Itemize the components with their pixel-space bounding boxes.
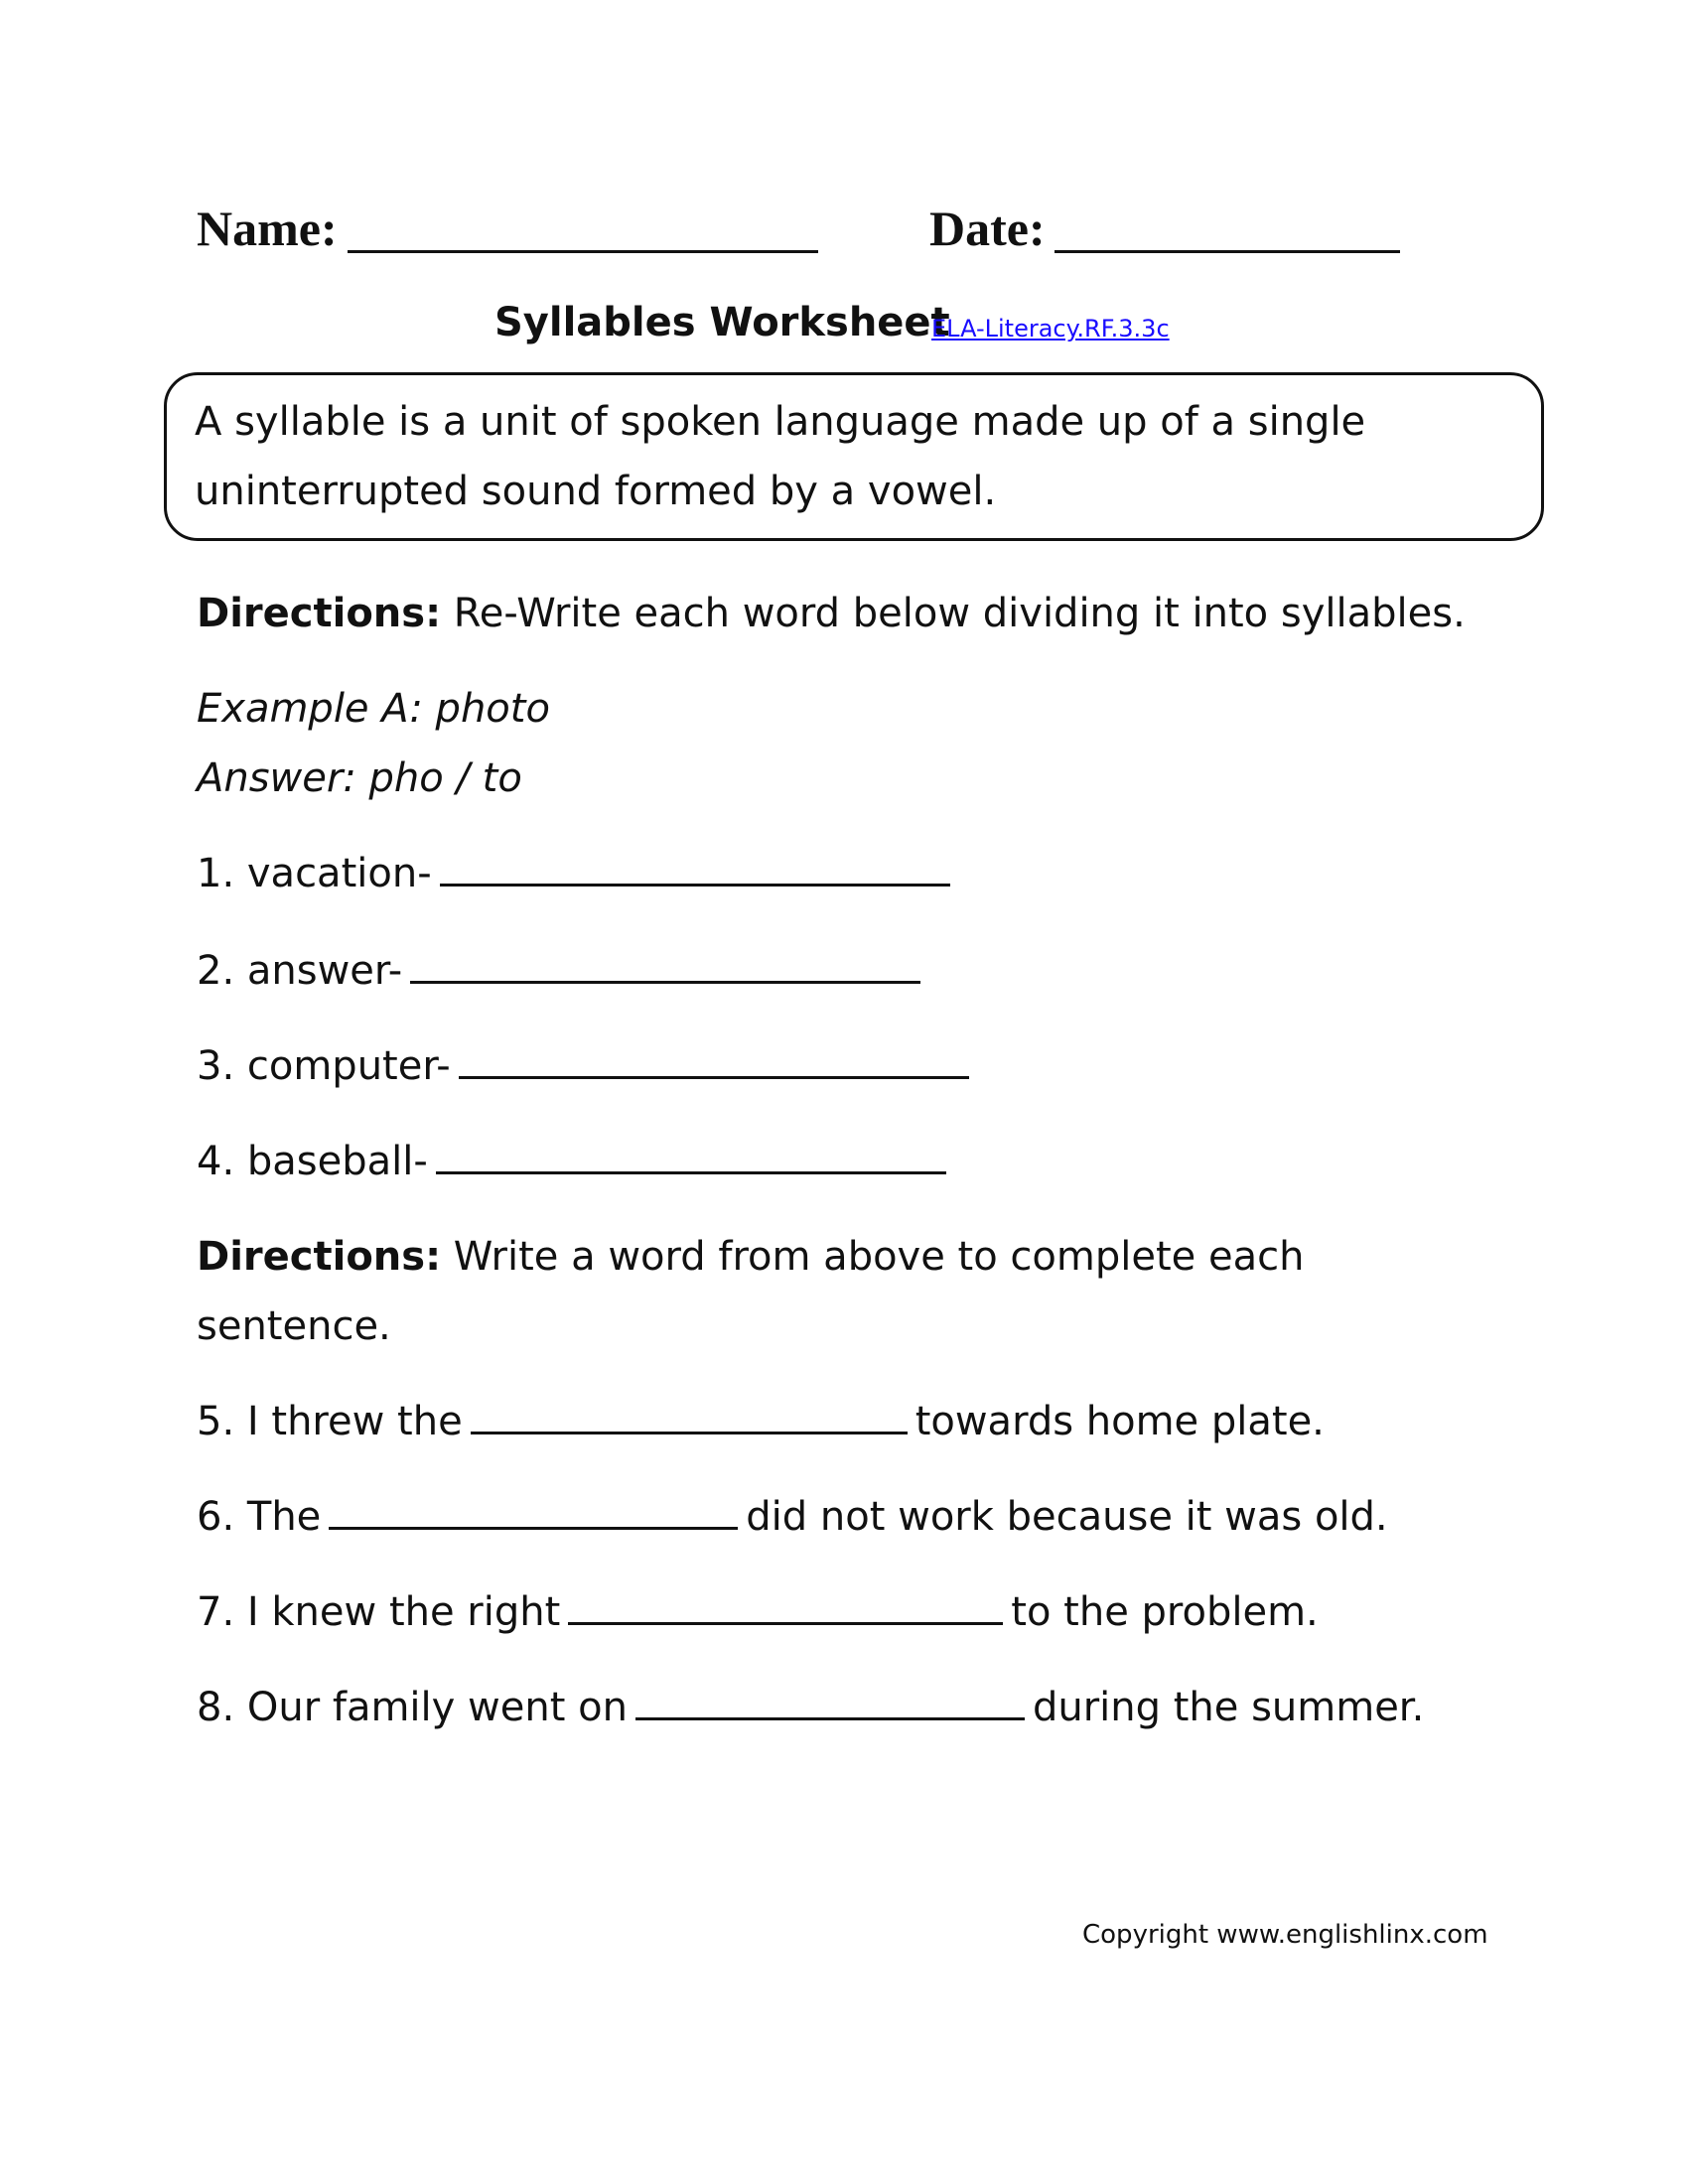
item-4-answer-field[interactable] xyxy=(436,1171,946,1174)
sentence-7-after: to the problem. xyxy=(1011,1589,1319,1635)
date-field[interactable] xyxy=(1055,250,1400,253)
example-answer: Answer: pho / to xyxy=(197,755,522,801)
sentence-7-blank[interactable] xyxy=(568,1622,1003,1625)
sentence-8-blank[interactable] xyxy=(635,1717,1025,1720)
sentence-8-after: during the summer. xyxy=(1032,1685,1425,1730)
name-label: Name: xyxy=(197,201,338,256)
name-field[interactable] xyxy=(348,250,818,253)
definition-line-2: uninterrupted sound formed by a vowel. xyxy=(195,469,997,514)
directions-2-continued: sentence. xyxy=(197,1303,391,1349)
directions-2-text: Write a word from above to complete each xyxy=(453,1234,1305,1280)
directions-1-label: Directions: xyxy=(197,591,442,636)
definition-line-1: A syllable is a unit of spoken language made up of a single xyxy=(195,399,1366,445)
item-1-answer-field[interactable] xyxy=(440,884,950,887)
item-3-answer-field[interactable] xyxy=(459,1076,969,1079)
sentence-6-before: 6. The xyxy=(197,1494,322,1540)
item-2-word: 2. answer- xyxy=(197,948,403,994)
directions-1 xyxy=(197,584,1466,643)
directions-2 xyxy=(197,1227,1304,1287)
standard-link[interactable]: ELA-Literacy.RF.3.3c xyxy=(931,315,1170,342)
sentence-5-after: towards home plate. xyxy=(914,1399,1325,1444)
item-4-word: 4. baseball- xyxy=(197,1139,428,1184)
directions-2-label: Directions: xyxy=(197,1234,442,1280)
item-2-answer-field[interactable] xyxy=(410,981,920,984)
list-item xyxy=(197,1036,977,1096)
sentence-6-blank[interactable] xyxy=(329,1527,738,1530)
sentence-5-blank[interactable] xyxy=(471,1432,908,1434)
worksheet-title: Syllables Worksheet xyxy=(494,300,950,345)
sentence-row xyxy=(197,1487,1388,1547)
sentence-6-after: did not work because it was old. xyxy=(746,1494,1388,1540)
example-word: Example A: photo xyxy=(197,686,550,732)
sentence-5-before: 5. I threw the xyxy=(197,1399,463,1444)
list-item xyxy=(197,844,958,903)
sentence-row xyxy=(197,1582,1319,1642)
item-1-word: 1. vacation- xyxy=(197,851,432,896)
directions-1-text: Re-Write each word below dividing it into syllables. xyxy=(453,591,1466,636)
sentence-8-before: 8. Our family went on xyxy=(197,1685,628,1730)
copyright-text: Copyright www.englishlinx.com xyxy=(1082,1920,1488,1950)
sentence-row xyxy=(197,1678,1424,1737)
sentence-row xyxy=(197,1392,1325,1451)
item-3-word: 3. computer- xyxy=(197,1043,451,1089)
list-item xyxy=(197,1132,954,1191)
list-item xyxy=(197,941,928,1001)
date-label: Date: xyxy=(929,201,1046,256)
sentence-7-before: 7. I knew the right xyxy=(197,1589,561,1635)
